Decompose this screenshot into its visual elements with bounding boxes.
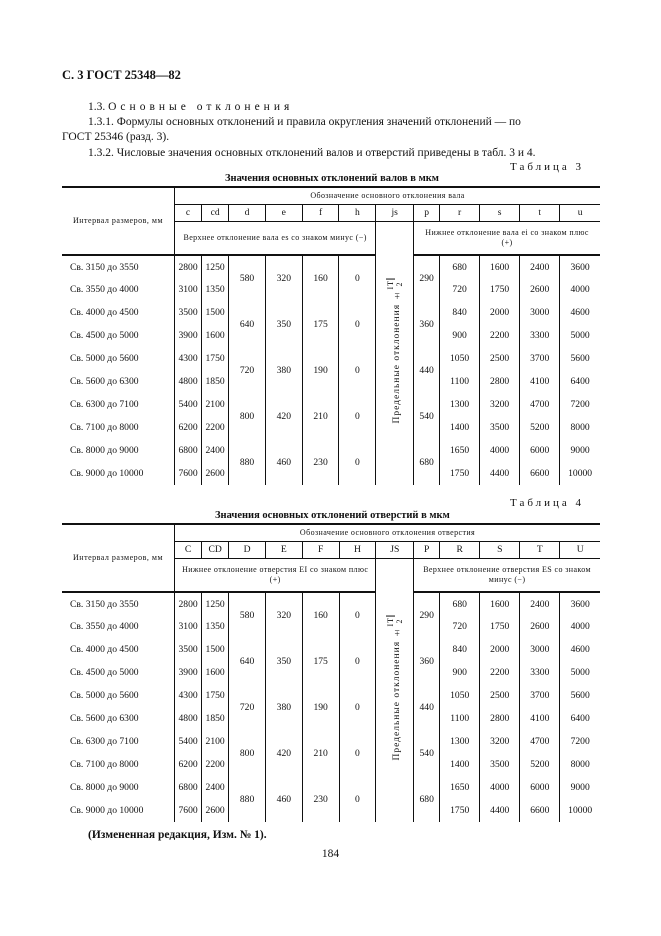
- size-interval: Св. 5600 до 6300: [62, 707, 175, 730]
- column-letter-s: s: [480, 204, 520, 221]
- column-letter-u: u: [560, 204, 600, 221]
- value-r: 720: [440, 615, 480, 638]
- size-interval: Св. 4500 до 5000: [62, 324, 175, 347]
- group-label-left: Верхнее отклонение вала es со знаком минус (−): [175, 221, 376, 255]
- paragraph-2: 1.3.2. Числовые значения основных отклонений валов и отверстий приведены в табл. 3 и 4.: [88, 147, 536, 159]
- value-r: 1400: [440, 416, 480, 439]
- value-c: 6800: [175, 776, 202, 799]
- value-u: 4000: [570, 284, 590, 295]
- interval-header: Интервал размеров, мм: [62, 524, 175, 592]
- value-t: 5200: [520, 753, 560, 776]
- size-interval: Св. 7100 до 8000: [62, 753, 175, 776]
- value-c: 6200: [175, 416, 202, 439]
- value-c: 2800: [175, 255, 202, 278]
- value-f: 210: [302, 393, 339, 439]
- column-letter-t: T: [520, 541, 560, 558]
- value-r: 680: [440, 592, 480, 615]
- value-u: 8000: [570, 422, 590, 433]
- value-s: 3500: [480, 416, 520, 439]
- value-cd: 1750: [202, 347, 229, 370]
- value-cd: 1850: [202, 707, 229, 730]
- value-u: 10000: [568, 805, 593, 816]
- column-letter-cd: CD: [202, 541, 229, 558]
- table-row: [62, 776, 600, 799]
- value-cd: 1600: [202, 661, 229, 684]
- size-interval: Св. 4500 до 5000: [62, 661, 175, 684]
- amendment-note: (Измененная редакция, Изм. № 1).: [88, 829, 267, 841]
- fraction-numerator: IT: [385, 617, 395, 628]
- value-h: 0: [339, 255, 376, 301]
- value-t: 3300: [520, 324, 560, 347]
- value-d: 580: [229, 592, 266, 638]
- value-t: 6600: [520, 799, 560, 822]
- size-interval: Св. 9000 до 10000: [62, 462, 175, 485]
- value-u: 6400: [570, 376, 590, 387]
- value-p: 680: [414, 776, 440, 822]
- fraction-denominator: 2: [394, 619, 404, 625]
- value-e: 380: [265, 347, 302, 393]
- value-t: 6000: [520, 776, 560, 799]
- value-r: 900: [440, 661, 480, 684]
- value-cd: 2400: [202, 439, 229, 462]
- value-e: 460: [265, 776, 302, 822]
- table3: [62, 186, 600, 485]
- value-s: 2000: [480, 638, 520, 661]
- it-over-2-fraction: [386, 279, 404, 290]
- value-r: 840: [440, 301, 480, 324]
- column-letter-cd: cd: [202, 204, 229, 221]
- value-d: 880: [229, 776, 266, 822]
- column-letter-d: D: [229, 541, 266, 558]
- js-limit-label: Предельные отклонения ±: [391, 627, 402, 762]
- value-h: 0: [339, 393, 376, 439]
- value-p: 290: [414, 255, 440, 301]
- column-letter-c: c: [175, 204, 202, 221]
- value-p: 360: [414, 638, 440, 684]
- value-u: 3600: [570, 598, 590, 610]
- value-c: 6200: [175, 753, 202, 776]
- value-t: 3700: [520, 347, 560, 370]
- size-interval: Св. 3550 до 4000: [62, 615, 175, 638]
- table4-title: Значения основных отклонений отверстий в мкм: [215, 510, 450, 521]
- table-row: [62, 730, 600, 753]
- value-c: 7600: [175, 799, 202, 822]
- js-limit-text: [386, 279, 404, 424]
- designation-header: Обозначение основного отклонения вала: [175, 187, 600, 204]
- value-d: 640: [229, 301, 266, 347]
- value-e: 350: [265, 638, 302, 684]
- value-c: 4800: [175, 370, 202, 393]
- value-t: 2600: [520, 278, 560, 301]
- it-over-2-fraction: [386, 616, 404, 627]
- value-e: 320: [265, 255, 302, 301]
- value-u: 7200: [570, 736, 590, 747]
- value-d: 580: [229, 255, 266, 301]
- value-f: 230: [302, 776, 339, 822]
- value-s: 1600: [480, 255, 520, 278]
- value-r: 1300: [440, 393, 480, 416]
- table-row: [62, 255, 600, 278]
- value-s: 3200: [480, 730, 520, 753]
- value-e: 420: [265, 730, 302, 776]
- table-row: [62, 592, 600, 615]
- value-r: 1300: [440, 730, 480, 753]
- value-u: 6400: [570, 713, 590, 724]
- table4-label: Таблица 4: [510, 497, 585, 509]
- value-u: 10000: [568, 468, 593, 479]
- value-c: 3500: [175, 301, 202, 324]
- value-cd: 1600: [202, 324, 229, 347]
- value-d: 720: [229, 684, 266, 730]
- paragraph-1-cont: ГОСТ 25346 (разд. 3).: [62, 131, 170, 143]
- value-c: 5400: [175, 393, 202, 416]
- interval-header: Интервал размеров, мм: [62, 187, 175, 255]
- fraction-denominator: 2: [394, 282, 404, 288]
- table-row: [62, 301, 600, 324]
- value-u: 8000: [570, 759, 590, 770]
- value-p: 540: [414, 393, 440, 439]
- value-u: 5600: [570, 353, 590, 364]
- size-interval: Св. 5600 до 6300: [62, 370, 175, 393]
- size-interval: Св. 3550 до 4000: [62, 278, 175, 301]
- value-s: 4400: [480, 799, 520, 822]
- value-f: 160: [302, 592, 339, 638]
- column-letter-f: f: [302, 204, 339, 221]
- value-s: 3200: [480, 393, 520, 416]
- value-p: 360: [414, 301, 440, 347]
- value-c: 3100: [175, 278, 202, 301]
- value-s: 1750: [480, 615, 520, 638]
- value-r: 1650: [440, 439, 480, 462]
- value-t: 3000: [520, 638, 560, 661]
- paragraph-1: 1.3.1. Формулы основных отклонений и правила округления значений отклонений — по: [88, 116, 521, 128]
- value-t: 4100: [520, 707, 560, 730]
- section-number: 1.3.: [88, 101, 106, 113]
- column-letter-r: R: [440, 541, 480, 558]
- value-r: 1750: [440, 799, 480, 822]
- column-letter-r: r: [440, 204, 480, 221]
- value-cd: 2200: [202, 753, 229, 776]
- value-p: 440: [414, 684, 440, 730]
- value-cd: 1850: [202, 370, 229, 393]
- value-cd: 2600: [202, 799, 229, 822]
- value-t: 4700: [520, 393, 560, 416]
- value-h: 0: [339, 776, 376, 822]
- group-label-right: Нижнее отклонение вала ei со знаком плюс (+): [414, 221, 600, 255]
- size-interval: Св. 3150 до 3550: [62, 255, 175, 278]
- value-s: 3500: [480, 753, 520, 776]
- value-d: 880: [229, 439, 266, 485]
- value-r: 1750: [440, 462, 480, 485]
- column-letter-js: js: [376, 204, 414, 221]
- section-title: Основные отклонения: [108, 101, 294, 113]
- value-s: 2800: [480, 707, 520, 730]
- size-interval: Св. 8000 до 9000: [62, 439, 175, 462]
- value-e: 350: [265, 301, 302, 347]
- column-letter-d: d: [229, 204, 266, 221]
- column-letter-js: JS: [376, 541, 414, 558]
- value-r: 720: [440, 278, 480, 301]
- value-cd: 1350: [202, 278, 229, 301]
- value-p: 290: [414, 592, 440, 638]
- value-s: 2000: [480, 301, 520, 324]
- value-cd: 1250: [202, 592, 229, 615]
- column-letter-h: h: [339, 204, 376, 221]
- table3-label: Таблица 3: [510, 161, 585, 173]
- value-u: 5000: [570, 330, 590, 341]
- value-p: 440: [414, 347, 440, 393]
- value-r: 900: [440, 324, 480, 347]
- value-h: 0: [339, 592, 376, 638]
- value-d: 800: [229, 393, 266, 439]
- value-u: 5000: [570, 667, 590, 678]
- value-cd: 1350: [202, 615, 229, 638]
- value-c: 2800: [175, 592, 202, 615]
- value-e: 460: [265, 439, 302, 485]
- value-u: 5600: [570, 690, 590, 701]
- value-r: 1400: [440, 753, 480, 776]
- designation-header: Обозначение основного отклонения отверстия: [175, 524, 600, 541]
- value-u: 4600: [570, 644, 590, 655]
- value-t: 3300: [520, 661, 560, 684]
- value-s: 2200: [480, 661, 520, 684]
- table-row: [62, 393, 600, 416]
- page-number: 184: [321, 848, 340, 860]
- value-t: 6600: [520, 462, 560, 485]
- value-p: 540: [414, 730, 440, 776]
- value-t: 3000: [520, 301, 560, 324]
- value-f: 175: [302, 638, 339, 684]
- column-letter-p: P: [414, 541, 440, 558]
- value-e: 320: [265, 592, 302, 638]
- js-limit-text: [386, 616, 404, 761]
- column-letter-u: U: [560, 541, 600, 558]
- value-h: 0: [339, 347, 376, 393]
- value-cd: 2400: [202, 776, 229, 799]
- section-heading: [88, 100, 293, 115]
- table-row: [62, 684, 600, 707]
- value-cd: 2600: [202, 462, 229, 485]
- column-letter-h: H: [339, 541, 376, 558]
- value-f: 175: [302, 301, 339, 347]
- value-h: 0: [339, 638, 376, 684]
- value-u: 9000: [570, 782, 590, 793]
- value-cd: 2100: [202, 393, 229, 416]
- value-c: 3100: [175, 615, 202, 638]
- value-u: 4600: [570, 307, 590, 318]
- value-f: 230: [302, 439, 339, 485]
- value-c: 4300: [175, 684, 202, 707]
- value-r: 1100: [440, 707, 480, 730]
- value-r: 1050: [440, 684, 480, 707]
- value-t: 4700: [520, 730, 560, 753]
- value-cd: 1500: [202, 638, 229, 661]
- value-d: 720: [229, 347, 266, 393]
- value-h: 0: [339, 301, 376, 347]
- table-row: [62, 638, 600, 661]
- fraction-numerator: IT: [385, 280, 395, 291]
- value-s: 4000: [480, 439, 520, 462]
- value-s: 1600: [480, 592, 520, 615]
- column-letter-e: E: [265, 541, 302, 558]
- table-row: [62, 347, 600, 370]
- value-f: 210: [302, 730, 339, 776]
- value-cd: 1250: [202, 255, 229, 278]
- size-interval: Св. 4000 до 4500: [62, 638, 175, 661]
- column-letter-t: t: [520, 204, 560, 221]
- value-d: 800: [229, 730, 266, 776]
- value-c: 6800: [175, 439, 202, 462]
- value-cd: 1500: [202, 301, 229, 324]
- value-t: 2600: [520, 615, 560, 638]
- value-c: 3900: [175, 324, 202, 347]
- column-letter-p: p: [414, 204, 440, 221]
- size-interval: Св. 4000 до 4500: [62, 301, 175, 324]
- table4: [62, 523, 600, 822]
- value-p: 680: [414, 439, 440, 485]
- value-t: 2400: [520, 592, 560, 615]
- value-c: 4800: [175, 707, 202, 730]
- value-u: 3600: [570, 261, 590, 273]
- value-u: 7200: [570, 399, 590, 410]
- value-s: 2500: [480, 684, 520, 707]
- value-c: 3900: [175, 661, 202, 684]
- value-r: 840: [440, 638, 480, 661]
- value-s: 2500: [480, 347, 520, 370]
- value-cd: 1750: [202, 684, 229, 707]
- value-s: 2800: [480, 370, 520, 393]
- value-s: 4000: [480, 776, 520, 799]
- value-c: 5400: [175, 730, 202, 753]
- js-limit-label: Предельные отклонения ±: [391, 290, 402, 425]
- value-u: 4000: [570, 621, 590, 632]
- column-letter-c: C: [175, 541, 202, 558]
- value-f: 190: [302, 347, 339, 393]
- size-interval: Св. 3150 до 3550: [62, 592, 175, 615]
- value-cd: 2200: [202, 416, 229, 439]
- value-t: 4100: [520, 370, 560, 393]
- value-c: 7600: [175, 462, 202, 485]
- value-t: 6000: [520, 439, 560, 462]
- value-c: 3500: [175, 638, 202, 661]
- size-interval: Св. 9000 до 10000: [62, 799, 175, 822]
- value-d: 640: [229, 638, 266, 684]
- size-interval: Св. 5000 до 5600: [62, 684, 175, 707]
- value-f: 190: [302, 684, 339, 730]
- value-s: 2200: [480, 324, 520, 347]
- value-f: 160: [302, 255, 339, 301]
- value-s: 4400: [480, 462, 520, 485]
- size-interval: Св. 6300 до 7100: [62, 393, 175, 416]
- size-interval: Св. 6300 до 7100: [62, 730, 175, 753]
- value-h: 0: [339, 730, 376, 776]
- size-interval: Св. 8000 до 9000: [62, 776, 175, 799]
- group-label-right: Верхнее отклонение отверстия ES со знаком минус (−): [414, 558, 600, 592]
- value-e: 380: [265, 684, 302, 730]
- js-limit-note: [376, 221, 414, 485]
- value-r: 1650: [440, 776, 480, 799]
- column-letter-f: F: [302, 541, 339, 558]
- table3-title: Значения основных отклонений валов в мкм: [225, 173, 439, 184]
- value-t: 5200: [520, 416, 560, 439]
- value-h: 0: [339, 684, 376, 730]
- page-header: С. 3 ГОСТ 25348—82: [62, 68, 181, 82]
- table-row: [62, 439, 600, 462]
- value-h: 0: [339, 439, 376, 485]
- value-r: 1100: [440, 370, 480, 393]
- value-cd: 2100: [202, 730, 229, 753]
- value-t: 2400: [520, 255, 560, 278]
- value-s: 1750: [480, 278, 520, 301]
- value-t: 3700: [520, 684, 560, 707]
- value-r: 1050: [440, 347, 480, 370]
- size-interval: Св. 5000 до 5600: [62, 347, 175, 370]
- value-c: 4300: [175, 347, 202, 370]
- group-label-left: Нижнее отклонение отверстия EI со знаком плюс (+): [175, 558, 376, 592]
- column-letter-e: e: [265, 204, 302, 221]
- value-e: 420: [265, 393, 302, 439]
- js-limit-note: [376, 558, 414, 822]
- column-letter-s: S: [480, 541, 520, 558]
- value-u: 9000: [570, 445, 590, 456]
- size-interval: Св. 7100 до 8000: [62, 416, 175, 439]
- value-r: 680: [440, 255, 480, 278]
